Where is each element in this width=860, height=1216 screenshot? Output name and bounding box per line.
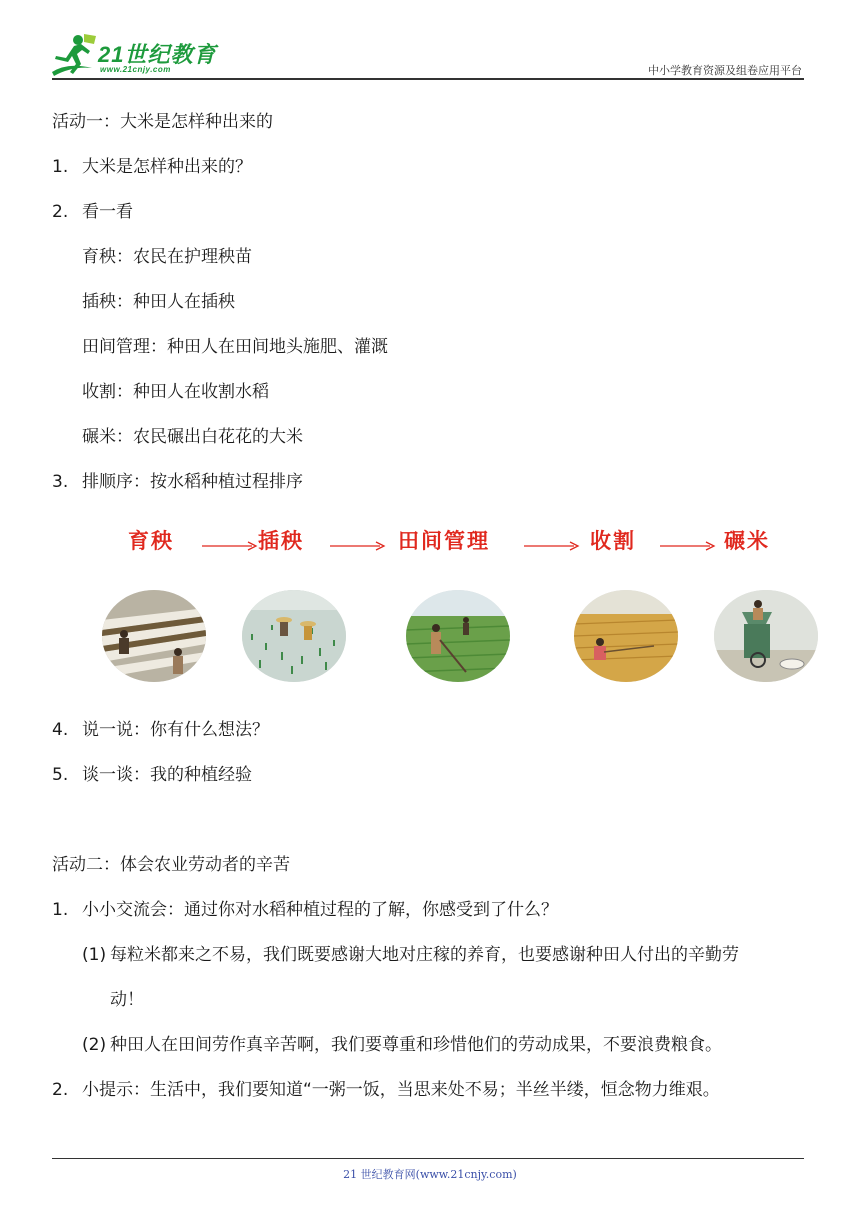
arrow-right-icon	[524, 539, 580, 553]
item-text: 小小交流会：通过你对水稻种植过程的了解，你感受到了什么？	[82, 900, 558, 920]
item-text: 大米是怎样种出来的？	[82, 157, 252, 177]
harvest-scene-image	[574, 590, 678, 682]
field-management-scene-image	[406, 590, 510, 682]
logo-text: 21世纪教育	[98, 42, 217, 67]
look-line-5: 碾米：农民碾出白花花的大米	[82, 427, 303, 447]
item-number: 4.	[52, 720, 69, 740]
sub-number: (1)	[82, 945, 107, 965]
item-number: 5.	[52, 765, 69, 785]
flow-step-5: 碾米	[724, 528, 770, 553]
item-number: 2.	[52, 1080, 69, 1100]
header-divider	[52, 78, 804, 80]
flow-step-2: 插秧	[258, 528, 304, 553]
page-footer: 21 世纪教育网(www.21cnjy.com)	[343, 1168, 517, 1181]
look-line-4: 收割：种田人在收割水稻	[82, 382, 269, 402]
item-text: 看一看	[82, 202, 133, 222]
activity2-title: 活动二：体会农业劳动者的辛苦	[52, 855, 290, 875]
activity2-sub-1-continuation: 动！	[110, 990, 144, 1010]
activity2-item-1	[52, 899, 558, 921]
activity2-sub-1	[82, 944, 739, 966]
footer-divider	[52, 1158, 804, 1159]
activity1-title: 活动一：大米是怎样种出来的	[52, 112, 273, 132]
arrow-right-icon	[330, 539, 386, 553]
item-number: 1.	[52, 157, 69, 177]
activity1-item-3	[52, 471, 303, 493]
flow-step-3: 田间管理	[398, 528, 490, 553]
activity1-item-4	[52, 719, 269, 741]
activity2-sub-2	[82, 1034, 722, 1056]
flow-step-1: 育秧	[128, 528, 174, 553]
item-number: 1.	[52, 900, 69, 920]
activity2-item-2	[52, 1079, 720, 1101]
header-tagline: 中小学教育资源及组卷应用平台	[648, 64, 802, 77]
look-line-3: 田间管理：种田人在田间地头施肥、灌溉	[82, 337, 388, 357]
page-header	[0, 0, 860, 90]
look-line-1: 育秧：农民在护理秧苗	[82, 247, 252, 267]
item-number: 2.	[52, 202, 69, 222]
activity1-item-5	[52, 764, 252, 786]
arrow-right-icon	[660, 539, 716, 553]
item-text: 说一说：你有什么想法？	[82, 720, 269, 740]
runner-icon	[48, 32, 98, 80]
activity1-item-1	[52, 156, 252, 178]
item-number: 3.	[52, 472, 69, 492]
rice-milling-scene-image	[714, 590, 818, 682]
item-text: 排顺序：按水稻种植过程排序	[82, 472, 303, 492]
arrow-right-icon	[202, 539, 258, 553]
logo	[48, 32, 218, 80]
logo-url: www.21cnjy.com	[100, 65, 171, 74]
look-line-2: 插秧：种田人在插秧	[82, 292, 235, 312]
process-flow	[0, 525, 860, 575]
activity1-item-2	[52, 201, 133, 223]
item-text: 小提示：生活中，我们要知道“一粥一饭，当思来处不易；半丝半缕，恒念物力维艰。	[82, 1080, 720, 1100]
sub-text: 每粒米都来之不易，我们既要感谢大地对庄稼的养育，也要感谢种田人付出的辛勤劳	[110, 945, 739, 965]
transplanting-scene-image	[242, 590, 346, 682]
flow-step-4: 收割	[590, 528, 636, 553]
sub-text: 种田人在田间劳作真辛苦啊，我们要尊重和珍惜他们的劳动成果，不要浪费粮食。	[110, 1035, 722, 1055]
seedling-scene-image	[102, 590, 206, 682]
item-text: 谈一谈：我的种植经验	[82, 765, 252, 785]
sub-number: (2)	[82, 1035, 107, 1055]
